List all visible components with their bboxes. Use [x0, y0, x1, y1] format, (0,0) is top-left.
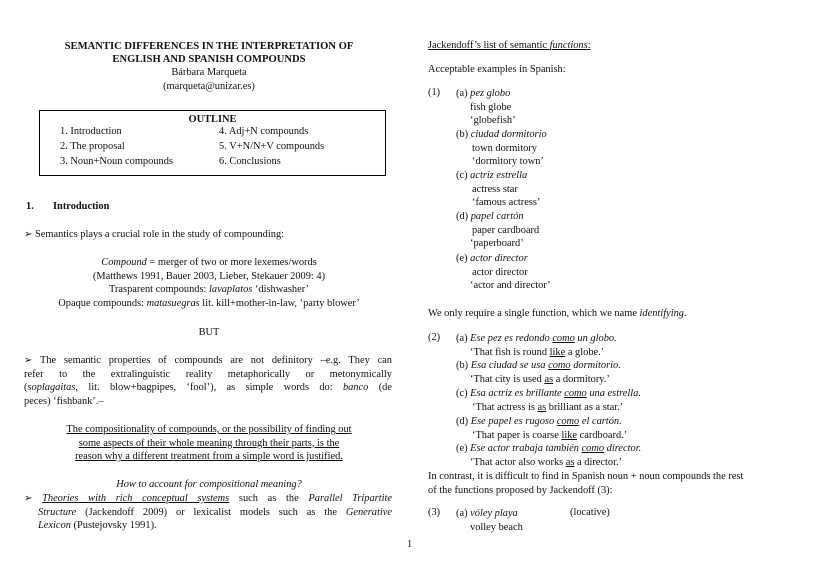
single-function-end: .: [683, 308, 687, 319]
spanish-sentence-end: dormitorio.: [570, 360, 621, 371]
underlined-line-2: some aspects of their whole meaning through their parts, is the: [78, 437, 340, 449]
opaque-label: Opaque compounds:: [58, 298, 147, 309]
bullet-3-text-c: (Pustejovsky 1991).: [70, 520, 157, 532]
arrow-bullet-icon: ➢: [24, 493, 33, 504]
example-3a: [456, 507, 523, 534]
english-translation-end: cardboard.’: [577, 429, 628, 441]
underlined-line-3: reason why a different treatment from a simple word is justified.: [75, 451, 343, 463]
example-1c: [456, 169, 540, 210]
theories-link-text: Theories with rich conceptual systems: [42, 493, 230, 504]
paragraph-2-text-3: , lit. blow+bagpipes, ‘fool’), as simple words do:: [75, 382, 343, 394]
arrow-bullet-icon: ➢: [24, 355, 33, 366]
spanish-compound: vóley playa: [470, 508, 518, 519]
acceptable-examples: Acceptable examples in Spanish:: [428, 64, 566, 75]
example-label: (c): [456, 388, 468, 399]
single-function-sentence: [428, 308, 687, 319]
spanish-sentence-end: el cartón.: [579, 416, 622, 427]
right-heading: [428, 40, 591, 51]
example-label: (e): [456, 253, 468, 264]
spanish-sentence: Esa ciudad se usa: [470, 360, 549, 371]
opaque-gloss: lit. kill+mother-in-law, ‘party blower’: [199, 298, 360, 309]
paragraph-2-text-1: The semantic properties of compounds are not definitory –e.g. They can: [40, 355, 392, 366]
outline-item-1: 1. Introduction: [60, 126, 122, 137]
example-label: (d): [456, 211, 469, 222]
spanish-compound: ciudad dormitorio: [470, 129, 547, 140]
example-label: (b): [456, 360, 469, 371]
compound-def-text: = merger of two or more lexemes/words: [146, 257, 317, 268]
paper-title-line2: ENGLISH AND SPANISH COMPOUNDS: [112, 54, 306, 65]
paragraph-2: [24, 354, 392, 408]
generative-term: Generative: [345, 506, 392, 518]
contrast-line-1: In contrast, it is difficult to find in Spanish noun + noun compounds the rest: [428, 471, 744, 482]
english-gloss: ‘paperboard’: [470, 238, 524, 250]
section-title: Introduction: [53, 201, 110, 212]
example-label: (a): [456, 508, 468, 519]
banco-example: banco: [342, 382, 369, 394]
como-underlined: como: [548, 360, 571, 371]
right-heading-colon: :: [587, 40, 591, 51]
underlined-statement: [24, 423, 394, 464]
spanish-sentence: Ese actor trabaja también: [470, 443, 582, 454]
spanish-sentence: Ese papel es rugoso: [470, 416, 557, 427]
soplagaitas-example: soplagaitas: [27, 382, 76, 394]
comparator-underlined: like: [549, 346, 566, 358]
comparator-underlined: as: [544, 373, 554, 385]
bullet-3-text-a: such as the: [229, 493, 309, 504]
paragraph-2-line-3: (soplagaitas, lit. blow+bagpipes, ‘fool’), as simple words do: banco (de: [24, 382, 392, 394]
outline-item-5: 5. V+N/N+V compounds: [219, 141, 325, 152]
english-gloss: ‘actor and director’: [470, 280, 551, 292]
example-label: (d): [456, 416, 469, 427]
english-translation-end: a globe.’: [565, 346, 605, 358]
example-1e: [456, 252, 551, 293]
english-translation: ‘That city is used: [470, 373, 545, 385]
english-translation-end: brilliant as a star.’: [546, 401, 624, 413]
transparent-example: lavaplatos: [209, 284, 253, 295]
example-label: (c): [456, 170, 468, 181]
como-underlined: como: [564, 388, 587, 399]
comparator-underlined: as: [565, 456, 575, 468]
bullet-1: [24, 229, 284, 240]
example-2a: [456, 332, 617, 359]
como-underlined: como: [556, 416, 580, 427]
but-heading: BUT: [198, 327, 220, 338]
parallel-tripartite-term: Parallel Tripartite: [308, 493, 392, 504]
page-number: 1: [407, 539, 413, 550]
english-gloss: ‘dormitory town’: [472, 156, 544, 168]
outline-item-3: 3. Noun+Noun compounds: [60, 156, 173, 167]
compound-references: (Matthews 1991, Bauer 2003, Lieber, Stekauer 2009: 4): [92, 271, 326, 282]
bullet-3: [24, 492, 392, 533]
english-translation: ‘That actor also works: [470, 456, 566, 468]
bullet-3-line-1: [24, 492, 392, 506]
transparent-gloss: ‘dishwasher’: [252, 284, 309, 295]
example-label: (a): [456, 88, 468, 99]
english-literal: fish globe: [470, 101, 512, 113]
bullet-3-line-3: [24, 519, 392, 533]
spanish-compound: papel cartón: [470, 211, 524, 222]
compound-term: Compound: [101, 257, 147, 268]
english-translation: ‘That fish is round: [470, 346, 550, 358]
english-translation: ‘That paper is coarse: [472, 429, 562, 441]
bullet-3-line-2: [24, 506, 392, 520]
spanish-sentence: Ese pez es redondo: [470, 333, 553, 344]
como-underlined: como: [581, 443, 605, 454]
example-1b: [456, 128, 547, 169]
outline-item-6: 6. Conclusions: [219, 156, 281, 167]
outline-heading: OUTLINE: [188, 114, 237, 125]
right-heading-text: Jackendoff’s list of semantic: [428, 40, 550, 51]
paragraph-2-line-4: peces) ‘fishbank’.–: [24, 395, 104, 407]
contrast-paragraph: [428, 470, 743, 497]
comparator-underlined: like: [561, 429, 578, 441]
opaque-compounds: [24, 298, 394, 309]
underlined-line-1: The compositionality of compounds, or the possibility of finding out: [66, 424, 352, 435]
english-gloss: ‘globefish’: [470, 115, 516, 127]
example-2-number: (2): [428, 332, 441, 343]
structure-term: Structure: [38, 506, 77, 518]
author-email: (marqueta@unizar.es): [163, 81, 255, 92]
spanish-compound: actriz estrella: [470, 170, 528, 181]
paragraph-2-text-3-end: (de: [368, 382, 392, 394]
english-literal: town dormitory: [472, 142, 537, 154]
english-literal: actor director: [472, 266, 528, 278]
author-name: Bárbara Marqueta: [171, 67, 247, 78]
identifying-term: identifying: [639, 308, 684, 319]
example-1-number: (1): [428, 87, 441, 98]
transparent-compounds: [24, 284, 394, 295]
example-1d: [456, 210, 539, 251]
spanish-sentence: Esa actriz es brillante: [470, 388, 565, 399]
transparent-label: Trasparent compounds:: [108, 284, 210, 295]
paper-title-line1: SEMANTIC DIFFERENCES IN THE INTERPRETATION OF: [64, 41, 354, 52]
lexicon-term: Lexicon: [38, 520, 71, 532]
example-1a: [456, 87, 516, 128]
example-3-type: (locative): [570, 507, 610, 518]
example-2d: [456, 415, 627, 442]
arrow-bullet-icon: ➢: [24, 229, 33, 240]
single-function-text: We only require a single function, which we name: [428, 308, 640, 319]
paragraph-2-line-2: refer to the extralinguistic reality metaphorically or metonymically: [24, 368, 392, 380]
bullet-3-text-b: (Jackendoff 2009) or lexicalist models such as the: [76, 506, 346, 518]
english-gloss: ‘famous actress’: [472, 197, 541, 209]
spanish-compound: pez globo: [470, 88, 511, 99]
english-literal: actress star: [472, 183, 518, 195]
contrast-line-2: of the functions proposed by Jackendoff (3):: [428, 484, 613, 496]
functions-term: functions: [549, 40, 588, 51]
outline-item-4: 4. Adj+N compounds: [219, 126, 309, 137]
example-label: (b): [456, 129, 469, 140]
spanish-sentence-end: un globo.: [574, 333, 617, 344]
english-literal: volley beach: [470, 521, 523, 533]
example-2b: [456, 359, 621, 386]
english-literal: paper cardboard: [472, 224, 540, 236]
outline-item-2: 2. The proposal: [60, 141, 125, 152]
english-translation-end: a dormitory.’: [553, 373, 610, 385]
example-label: (e): [456, 443, 468, 454]
english-translation: ‘That actress is: [472, 401, 538, 413]
outline-box: [39, 110, 386, 176]
example-2e: [456, 442, 641, 469]
spanish-compound: actor director: [470, 253, 528, 264]
example-label: (a): [456, 333, 468, 344]
comparator-underlined: as: [537, 401, 547, 413]
como-underlined: como: [552, 333, 575, 344]
paragraph-2-line-1: [24, 354, 392, 368]
example-2c: [456, 387, 641, 414]
spanish-sentence-end: director.: [604, 443, 642, 454]
spanish-sentence-end: una estrella.: [586, 388, 641, 399]
compositional-question: How to account for compositional meaning?: [116, 479, 302, 490]
bullet-1-text: Semantics plays a crucial role in the study of compounding:: [35, 229, 285, 240]
compound-definition: [24, 257, 394, 268]
english-translation-end: a director.’: [574, 456, 623, 468]
example-3-number: (3): [428, 507, 441, 518]
section-number: 1.: [26, 201, 34, 212]
opaque-example: matasuegras: [146, 298, 200, 309]
